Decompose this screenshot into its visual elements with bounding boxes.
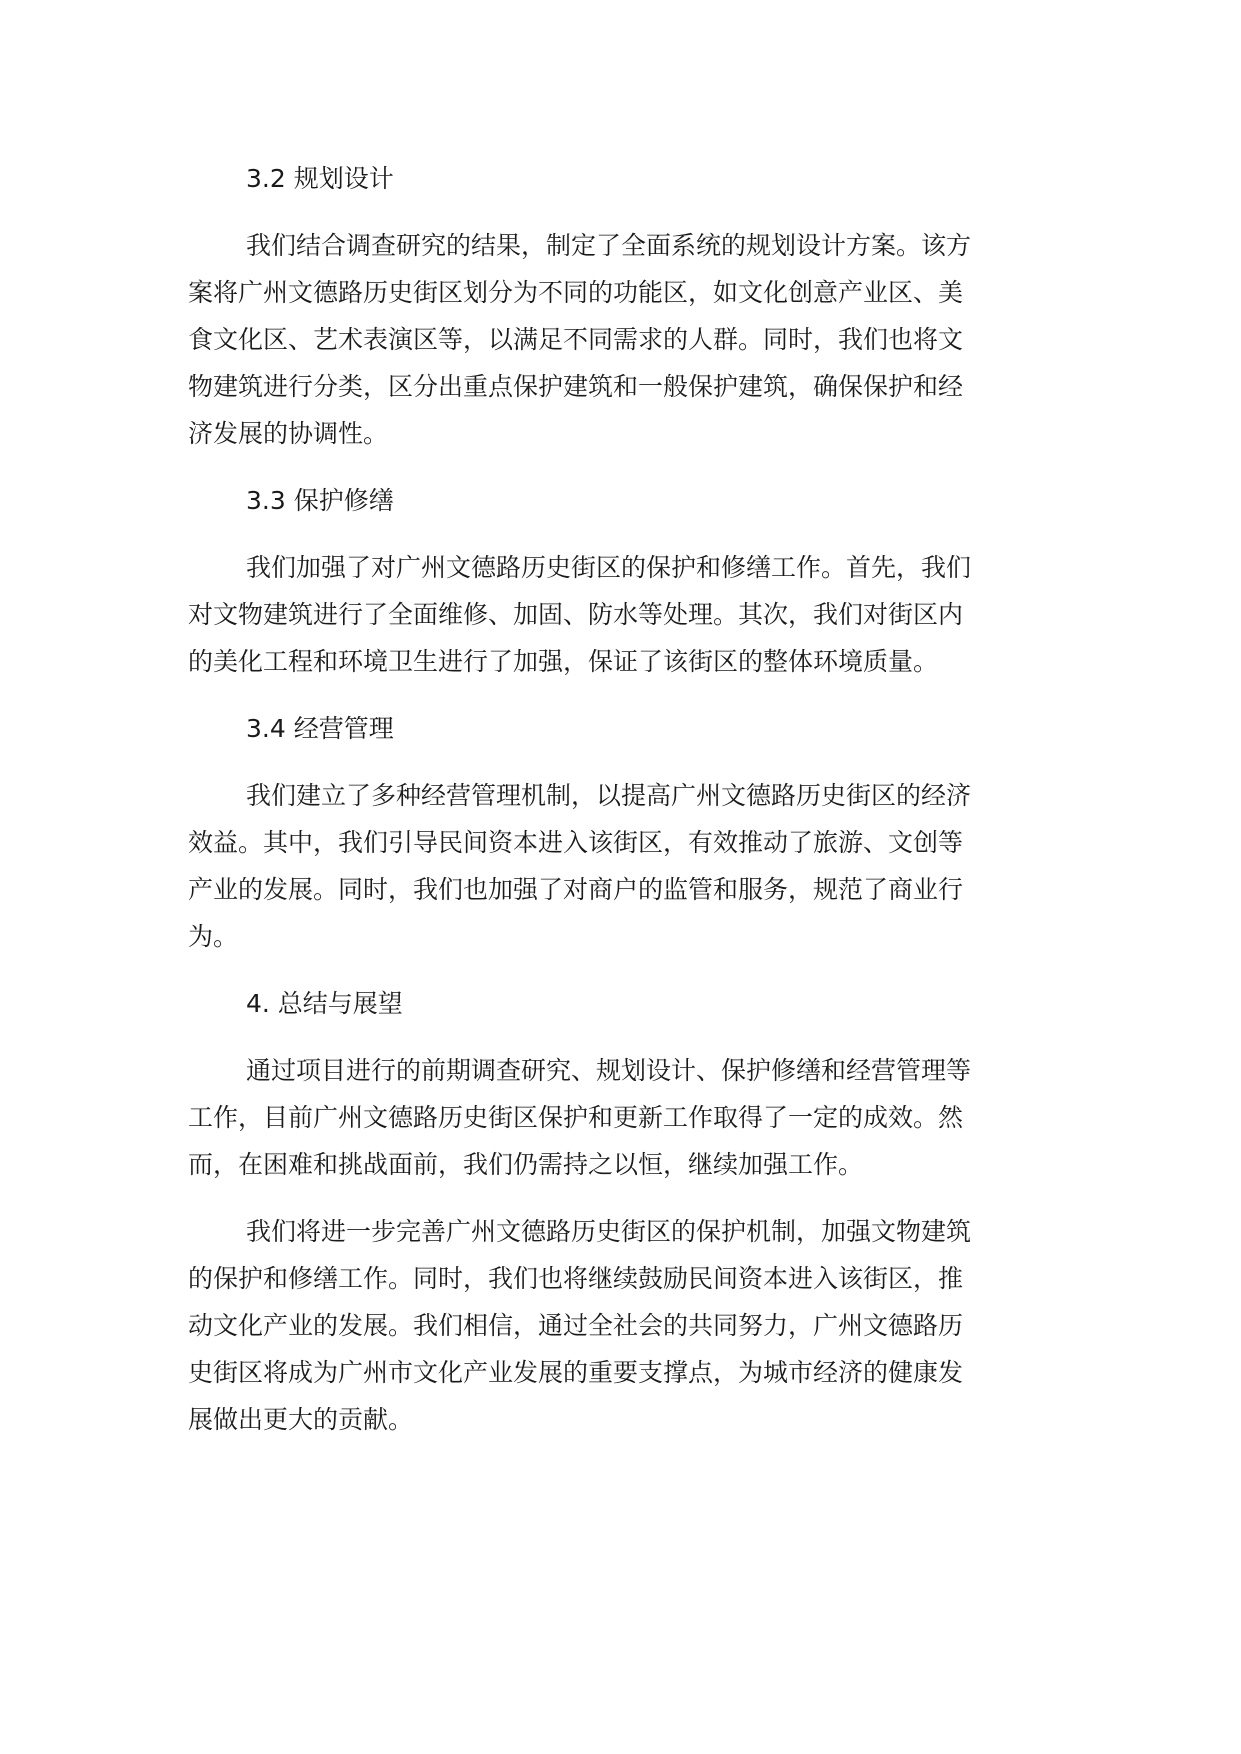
text-line: 动文化产业的发展。我们相信，通过全社会的共同努力，广州文德路历 <box>188 1311 964 1340</box>
text-line: 案将广州文德路历史街区划分为不同的功能区，如文化创意产业区、美 <box>188 278 964 307</box>
text-line: 的美化工程和环境卫生进行了加强，保证了该街区的整体环境质量。 <box>188 647 939 676</box>
text-line: 我们结合调查研究的结果，制定了全面系统的规划设计方案。该方 <box>246 231 972 260</box>
section-heading-3-2: 3.2 规划设计 <box>246 164 394 193</box>
text-line: 我们将进一步完善广州文德路历史街区的保护机制，加强文物建筑 <box>246 1217 972 1246</box>
paragraph-operation-management <box>188 772 1050 960</box>
text-line: 通过项目进行的前期调查研究、规划设计、保护修缮和经营管理等 <box>246 1056 972 1085</box>
paragraph-outlook <box>188 1208 1050 1443</box>
text-line: 物建筑进行分类，区分出重点保护建筑和一般保护建筑，确保保护和经 <box>188 372 964 401</box>
section-heading-3-4: 3.4 经营管理 <box>246 714 394 743</box>
text-line: 为。 <box>188 922 239 951</box>
document-body <box>188 155 1050 1443</box>
paragraph-planning-design <box>188 222 1050 457</box>
section-heading-4: 4. 总结与展望 <box>246 989 403 1018</box>
text-line: 效益。其中，我们引导民间资本进入该街区，有效推动了旅游、文创等 <box>188 828 964 857</box>
text-line: 展做出更大的贡献。 <box>188 1405 414 1434</box>
text-line: 对文物建筑进行了全面维修、加固、防水等处理。其次，我们对街区内 <box>188 600 964 629</box>
text-line: 我们建立了多种经营管理机制，以提高广州文德路历史街区的经济 <box>246 781 972 810</box>
text-line: 济发展的协调性。 <box>188 419 389 448</box>
section-heading-3-3: 3.3 保护修缮 <box>246 486 394 515</box>
text-line: 产业的发展。同时，我们也加强了对商户的监管和服务，规范了商业行 <box>188 875 964 904</box>
text-line: 史街区将成为广州市文化产业发展的重要支撑点，为城市经济的健康发 <box>188 1358 964 1387</box>
paragraph-summary <box>188 1047 1050 1188</box>
paragraph-protection-repair <box>188 544 1050 685</box>
text-line: 我们加强了对广州文德路历史街区的保护和修缮工作。首先，我们 <box>246 553 972 582</box>
text-line: 而，在困难和挑战面前，我们仍需持之以恒，继续加强工作。 <box>188 1150 864 1179</box>
text-line: 工作，目前广州文德路历史街区保护和更新工作取得了一定的成效。然 <box>188 1103 964 1132</box>
text-line: 的保护和修缮工作。同时，我们也将继续鼓励民间资本进入该街区，推 <box>188 1264 964 1293</box>
text-line: 食文化区、艺术表演区等，以满足不同需求的人群。同时，我们也将文 <box>188 325 964 354</box>
